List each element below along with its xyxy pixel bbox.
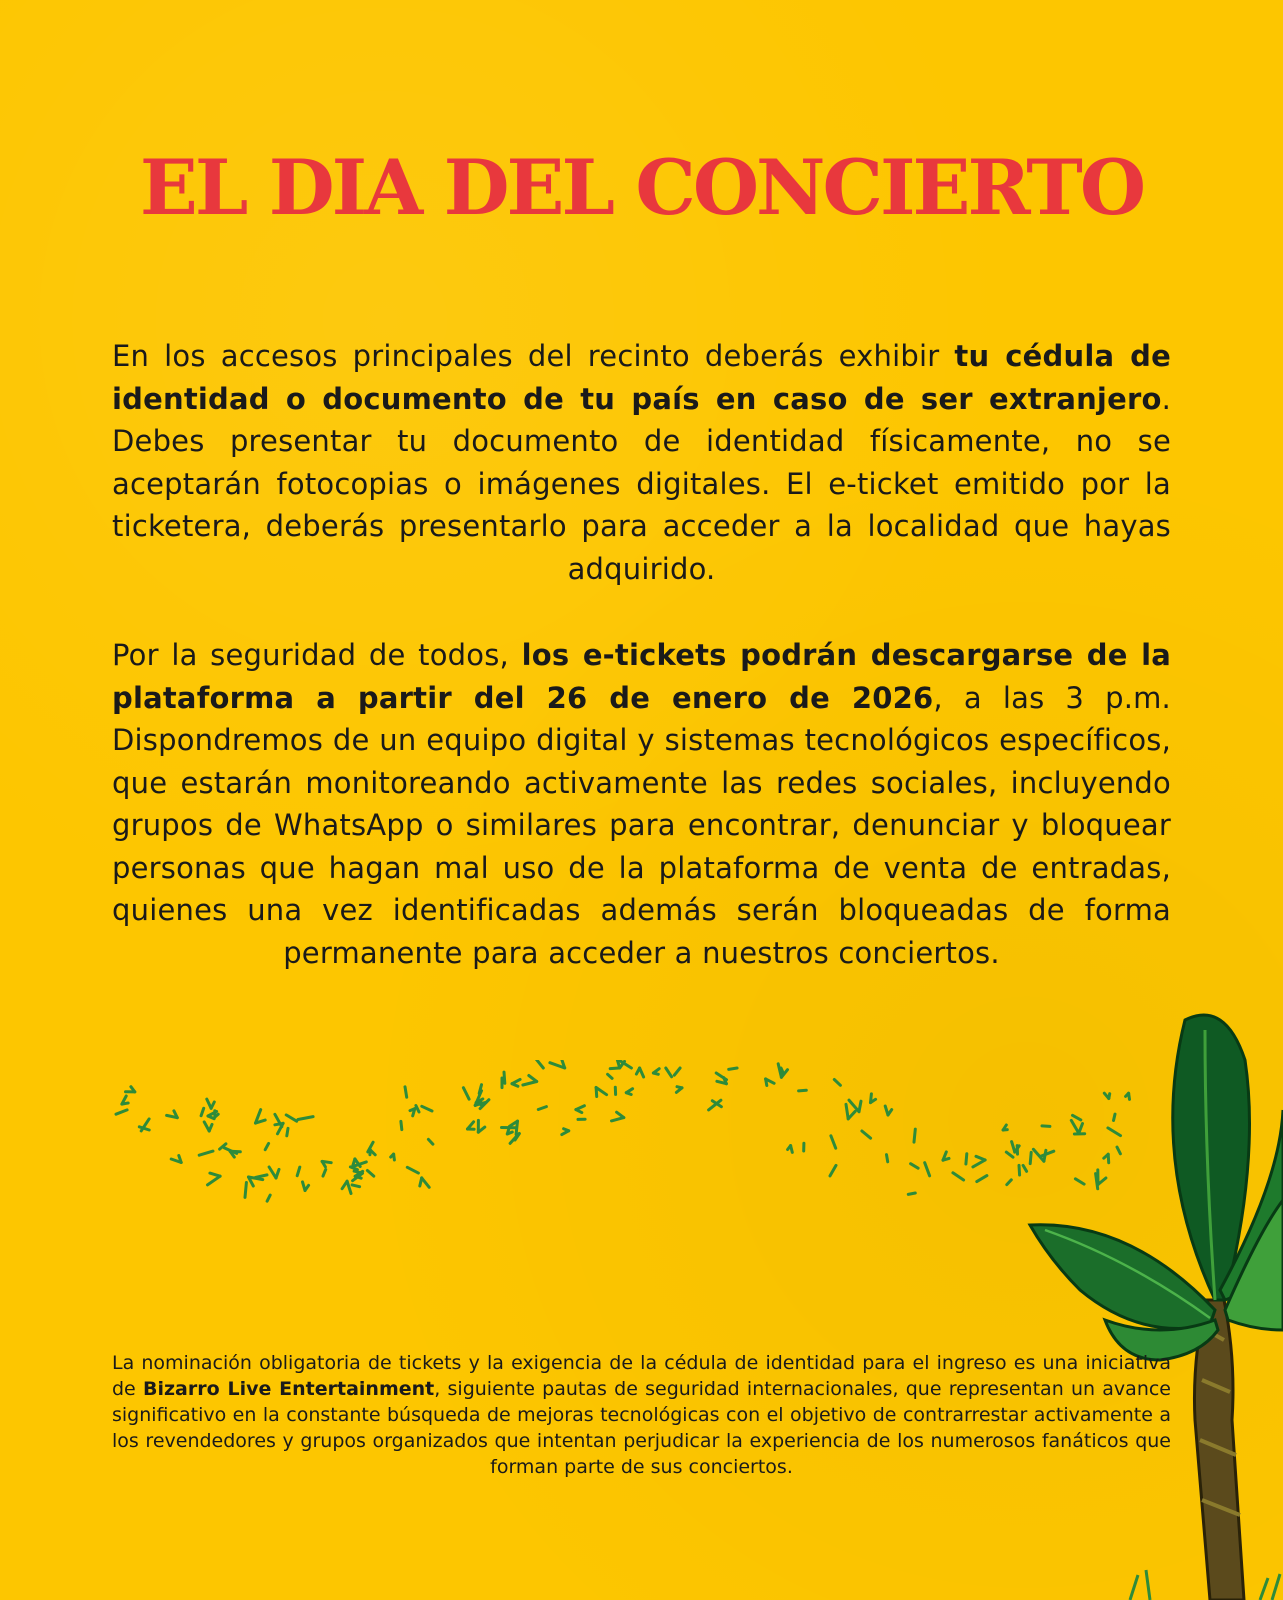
footnote-disclaimer	[112, 1350, 1171, 1480]
paragraph-1-text-b: . Debes presentar tu documento de identidad físicamente, no se aceptarán fotocopias o imágenes digitales. El e-ticket emitido por la ticketera, deberás presentarlo para acceder a la localidad que hayas adquirido.	[112, 381, 1171, 586]
banana-plant-illustration	[1010, 1000, 1283, 1600]
paragraph-2-text-b: , a las 3 p.m. Dispondremos de un equipo digital y sistemas tecnológicos específicos, que estarán monitoreando activamente las redes sociales, incluyendo grupos de WhatsApp o similares para encontrar, denunciar y bloquear personas que hagan mal uso de la plataforma de venta de entradas, quienes una vez identificadas además serán bloqueadas de forma permanente para acceder a nuestros conciertos.	[112, 680, 1171, 970]
grass-tufts-illustration	[110, 1060, 1150, 1260]
paragraph-2-bold: los e-tickets podrán descargarse de la plataforma a partir del 26 de enero de 2026	[112, 638, 1171, 715]
paragraph-id-requirement	[112, 335, 1171, 590]
paragraph-2-text-a: Por la seguridad de todos,	[112, 638, 522, 672]
paragraph-1-bold: tu cédula de identidad o documento de tu país en caso de ser extranjero	[112, 339, 1171, 416]
footnote-bold-organizer: Bizarro Live Entertainment	[142, 1378, 435, 1400]
footnote-text-b: , siguiente pautas de seguridad internacionales, que representan un avance significativo en la constante búsqueda de mejoras tecnológicas con el objetivo de contrarrestar activamente a los revendedores y grupos organizados que intentan perjudicar la experiencia de los numerosos fanáticos que forman parte de sus conciertos.	[112, 1378, 1171, 1478]
paragraph-eticket-security	[112, 634, 1171, 974]
footnote-text-a: La nominación obligatoria de tickets y la exigencia de la cédula de identidad para el ingreso es una iniciativa de	[112, 1352, 1171, 1400]
page-title: EL DIA DEL CONCIERTO	[139, 143, 1144, 232]
paragraph-1-text-a: En los accesos principales del recinto deberás exhibir	[112, 339, 955, 373]
